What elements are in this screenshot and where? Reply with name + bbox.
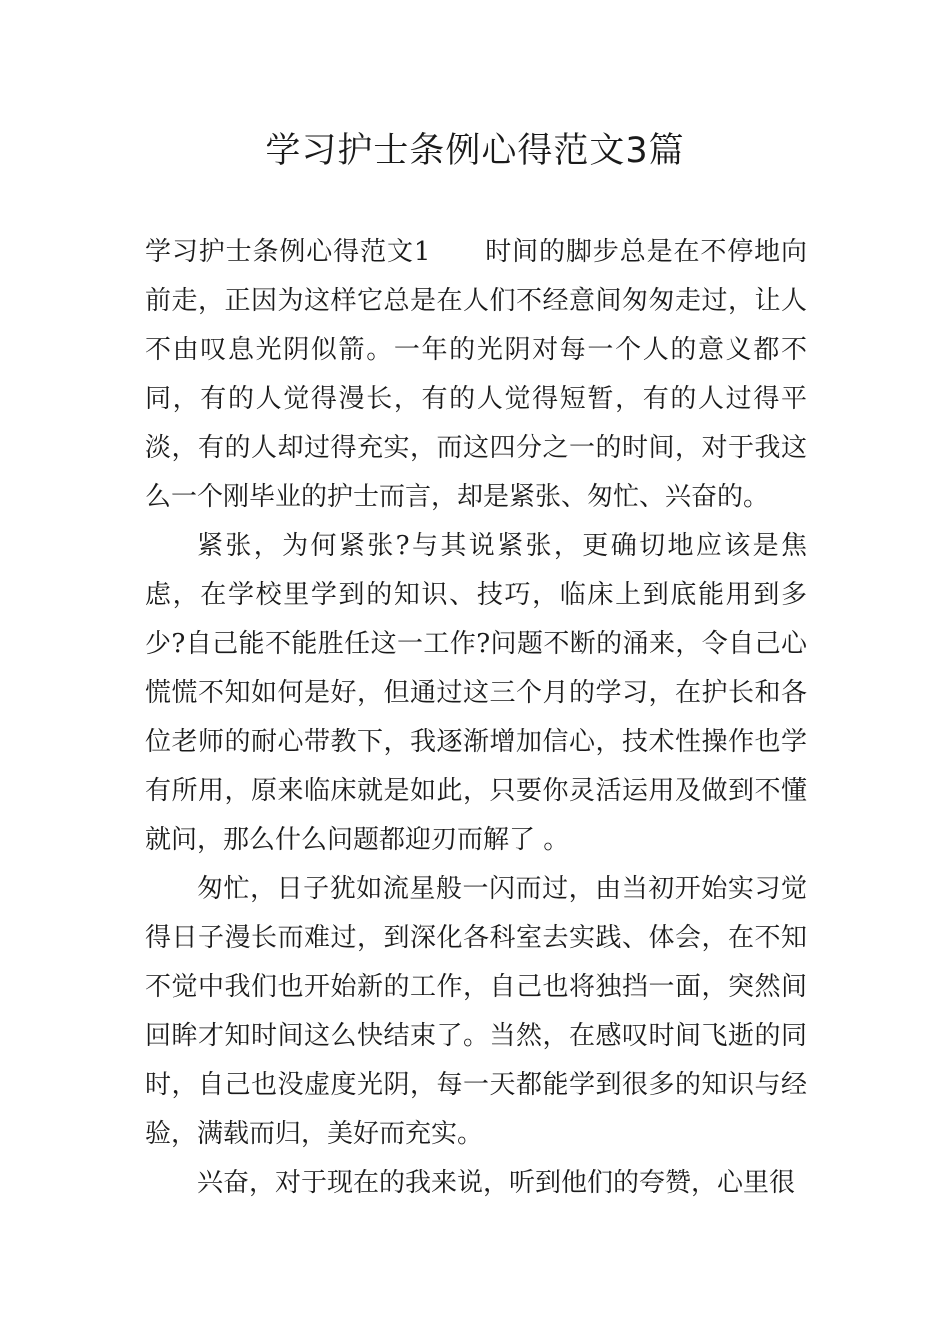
document-body (145, 228, 807, 1208)
paragraph-3: 匆忙，日子犹如流星般一闪而过，由当初开始实习觉得日子漫长而难过，到深化各科室去实践、体会，在不知不觉中我们也开始新的工作，自己也将独挡一面，突然间回眸才知时间这么快结束了。当然，在感叹时间飞逝的同时，自己也没虚度光阴，每一天都能学到很多的知识与经验，满载而归，美好而充实。 (145, 874, 807, 1149)
paragraph-text: 时间的脚步总是在不停地向前走，正因为这样它总是在人们不经意间匆匆走过，让人不由叹息光阴似箭。一年的光阴对每一个人的意义都不同，有的人觉得漫长，有的人觉得短暂，有的人过得平淡，有的人却过得充实，而这四分之一的时间，对于我这么一个刚毕业的护士而言，却是紧张、匆忙、兴奋的。 (145, 237, 807, 512)
paragraph-1 (145, 228, 807, 522)
section-heading: 学习护士条例心得范文1 (145, 237, 431, 267)
paragraph-4: 兴奋，对于现在的我来说，听到他们的夸赞，心里很 (197, 1168, 796, 1198)
document-title: 学习护士条例心得范文3篇 (265, 131, 685, 171)
paragraph-2: 紧张，为何紧张?与其说紧张，更确切地应该是焦虑，在学校里学到的知识、技巧，临床上到底能用到多少?自己能不能胜任这一工作?问题不断的涌来，令自己心慌慌不知如何是好，但通过这三个月的学习，在护长和各位老师的耐心带教下，我逐渐增加信心，技术性操作也学有所用，原来临床就是如此，只要你灵活运用及做到不懂就问，那么什么问题都迎刃而解了 。 (145, 531, 807, 855)
